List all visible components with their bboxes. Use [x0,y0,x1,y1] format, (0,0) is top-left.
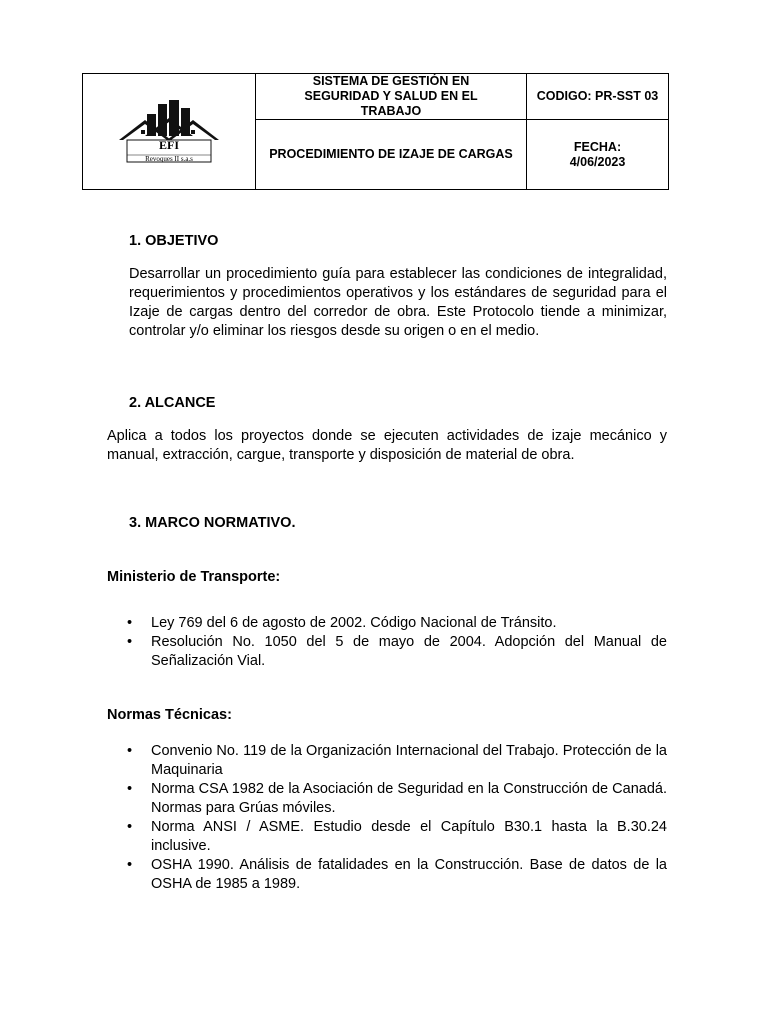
list-item: • Convenio No. 119 de la Organización Internacional del Trabajo. Protección de la Maquinaria [127,743,667,778]
date-value: 4/06/2023 [569,154,626,169]
list-normas-tecnicas [107,742,667,894]
bullet-icon: • [127,781,133,797]
alcance-text: Aplica a todos los proyectos donde se ejecuten actividades de izaje mecánico y manual, extracción, cargue, transporte y disposición de material de obra. [107,428,667,463]
list-item: • OSHA 1990. Análisis de fatalidades en la Construcción. Base de datos de la OSHA de 1985 a 1989. [127,857,667,892]
code-cell [527,74,669,120]
subsection-transporte [107,568,667,671]
date-label: FECHA: [573,139,622,154]
objetivo-text: Desarrollar un procedimiento guía para establecer las condiciones de integralidad, requerimientos y procedimientos operativos y los estándares de seguridad para el Izaje de cargas dentro del corredor de obra. Este Protocolo tiende a minimizar, controlar y/o eliminar los riesgos desde su origen o en el medio. [129,266,667,339]
system-title: SISTEMA DE GESTIÓN EN SEGURIDAD Y SALUD EN EL TRABAJO [304,74,478,118]
section-objetivo [107,232,667,341]
bullet-icon: • [127,634,133,650]
subsection-normas-tecnicas [107,706,667,894]
document-header [82,73,669,190]
heading-normas-tecnicas: Normas Técnicas: [107,707,232,723]
logo-text: EFI [158,137,179,152]
heading-objetivo: 1. OBJETIVO [129,233,219,249]
heading-ministerio-transporte: Ministerio de Transporte: [107,569,281,585]
document-code: CODIGO: PR-SST 03 [536,89,659,103]
bullet-icon: • [127,743,133,759]
heading-marco-normativo: 3. MARCO NORMATIVO. [129,515,296,531]
list-item: • Ley 769 del 6 de agosto de 2002. Código Nacional de Tránsito. [127,615,557,631]
system-title-cell [256,74,527,120]
bullet-icon: • [127,857,133,873]
logo-cell [83,74,256,190]
section-marco-normativo [107,514,667,533]
list-item: • Norma CSA 1982 de la Asociación de Seguridad en la Construcción de Canadá. Normas para Grúas móviles. [127,781,667,816]
procedure-title: PROCEDIMIENTO DE IZAJE DE CARGAS [269,147,513,161]
bullet-icon: • [127,819,133,835]
section-alcance [107,394,667,465]
list-transporte [107,614,667,671]
procedure-title-cell [256,120,527,190]
list-item: • Norma ANSI / ASME. Estudio desde el Capítulo B30.1 hasta la B.30.24 inclusive. [127,819,667,854]
heading-alcance: 2. ALCANCE [129,395,216,411]
date-cell [527,120,669,190]
bullet-icon: • [127,615,133,631]
list-item: • Resolución No. 1050 del 5 de mayo de 2004. Adopción del Manual de Señalización Vial. [127,634,667,669]
logo-subtext: Revoques II s.a.s [145,154,193,163]
